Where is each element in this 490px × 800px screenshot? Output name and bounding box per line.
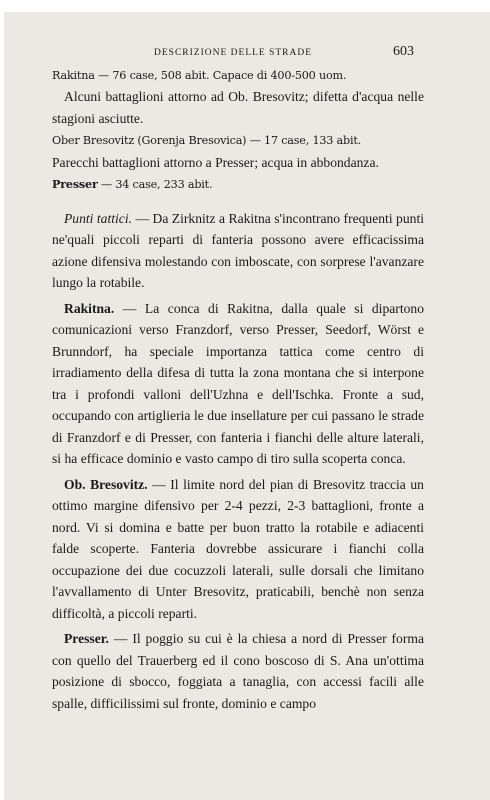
statistic-line: Ober Bresovitz (Gorenja Bresovica) — 17 case, 133 abit. [52, 134, 362, 147]
section-rakitna [52, 298, 424, 470]
statistic-line: Rakitna — 76 case, 508 abit. Capace di 400-500 uom. [52, 69, 347, 82]
section-label: Punti tattici. [64, 210, 133, 226]
statistic-line [52, 176, 424, 193]
section-text: — Da Zirknitz a Rakitna s'incontrano frequenti punti ne'quali piccoli reparti di fanteria possono avere efficacissima azione difensiva molestando con imboscate, con sorprese l'avanzare lungo la rotabile. [52, 210, 424, 290]
running-head: DESCRIZIONE DELLE STRADE [154, 48, 313, 58]
statistic-label: Presser [52, 176, 98, 191]
section-label: Presser. [64, 631, 109, 646]
section-text: — Il limite nord del pian di Bresovitz traccia un ottimo margine difensivo per 2-4 pezzi, 2-3 battaglioni, fronte a nord. Vi si domina e batte per buon tratto la rotabile e adiacenti falde scoperte. Fanteria dovrebbe assicurare i fianchi colla occupazione dei due cocuzzoli laterali, sulle dorsali che limitano l'avvallamento di Unter Bresovitz, praticabili, benchè non senza difficoltà, a piccoli reparti. [52, 476, 424, 621]
section-label: Ob. Bresovitz. [64, 476, 148, 492]
section-label: Rakitna. [64, 300, 115, 316]
spacer [52, 193, 424, 208]
statistic-text: — 34 case, 233 abit. [97, 177, 213, 191]
section-presser [52, 628, 424, 714]
page-number: 603 [393, 44, 414, 59]
paragraph: Parecchi battaglioni attorno a Presser; acqua in abbondanza. [52, 155, 379, 170]
book-page [4, 12, 490, 800]
section-text: — La conca di Rakitna, dalla quale si dipartono comunicazioni verso Franzdorf, verso Presser, Seedorf, Wörst e Brunndorf, ha speciale importanza tattica come centro di irradiamento della difesa di tutta la zona montana che si interpone tra i profondi valloni dell'Uzhna e dell'Ischka. Fronte a sud, occupando con artiglieria le due insellature per cui passano le strade di Franzdorf e di Presser, con fanteria i fianchi delle alture laterali, si ha efficace dominio e vasto campo di tiro sulla scoperta conca. [52, 300, 424, 466]
page-header [4, 44, 490, 64]
page-body [52, 67, 424, 714]
section-ob-bresovitz [52, 474, 424, 625]
section-punti-tattici [52, 208, 424, 294]
section-text: — Il poggio su cui è la chiesa a nord di Presser forma con quello del Trauerberg ed il cono boscoso di S. Ana un'ottima posizione di sbocco, foggiata a tanaglia, con accessi facili alle spalle, difficilissimi sul fronte, dominio e campo [52, 631, 424, 711]
paragraph: Alcuni battaglioni attorno ad Ob. Bresovitz; difetta d'acqua nelle stagioni asciutte. [52, 89, 424, 126]
